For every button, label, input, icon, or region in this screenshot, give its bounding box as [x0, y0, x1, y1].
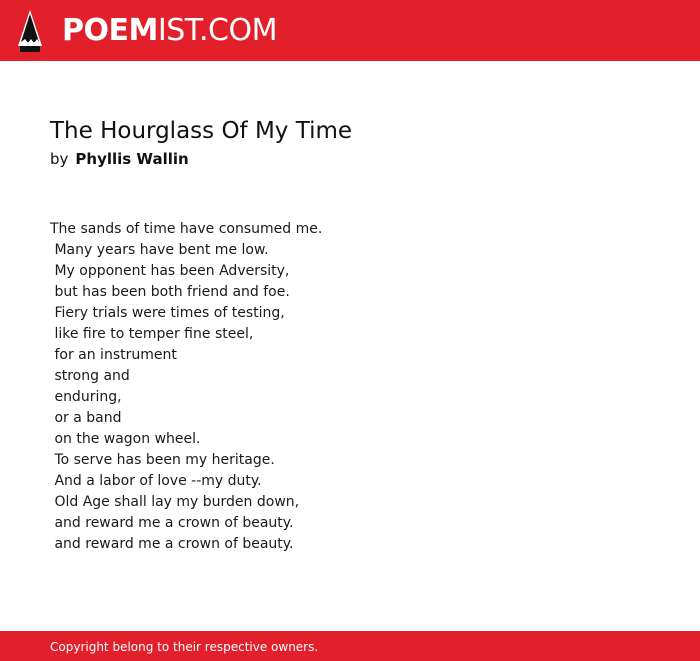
poem-line: on the wagon wheel. — [50, 431, 201, 447]
poem-line: and reward me a crown of beauty. — [50, 515, 294, 531]
poem-line: Fiery trials were times of testing, — [50, 305, 285, 321]
poem-line: and reward me a crown of beauty. — [50, 536, 294, 552]
site-footer — [0, 631, 700, 661]
logo-light-text: IST.COM — [157, 13, 277, 48]
site-header — [0, 0, 700, 61]
poem-byline — [50, 149, 189, 169]
poem-line: The sands of time have consumed me. — [50, 221, 323, 237]
poem-line: but has been both friend and foe. — [50, 284, 290, 300]
author-name: Phyllis Wallin — [75, 150, 189, 168]
logo-bold-text: POEM — [62, 13, 158, 48]
copyright-text: Copyright belong to their respective owners. — [50, 640, 319, 654]
poem-line: To serve has been my heritage. — [50, 452, 275, 468]
site-logo[interactable] — [62, 12, 277, 50]
poem-line: My opponent has been Adversity, — [50, 263, 290, 279]
poem-line: Old Age shall lay my burden down, — [50, 494, 300, 510]
poem-line: for an instrument — [50, 347, 177, 363]
by-label: by — [50, 150, 69, 168]
poem-line: Many years have bent me low. — [50, 242, 269, 258]
poem-line: strong and — [50, 368, 130, 384]
poem-line: or a band — [50, 410, 122, 426]
poem-line: And a labor of love --my duty. — [50, 473, 262, 489]
poem-title: The Hourglass Of My Time — [50, 118, 353, 144]
poem-body — [50, 219, 650, 555]
poem-line: enduring, — [50, 389, 122, 405]
poem-line: like fire to temper fine steel, — [50, 326, 254, 342]
pencil-icon[interactable] — [18, 10, 42, 52]
